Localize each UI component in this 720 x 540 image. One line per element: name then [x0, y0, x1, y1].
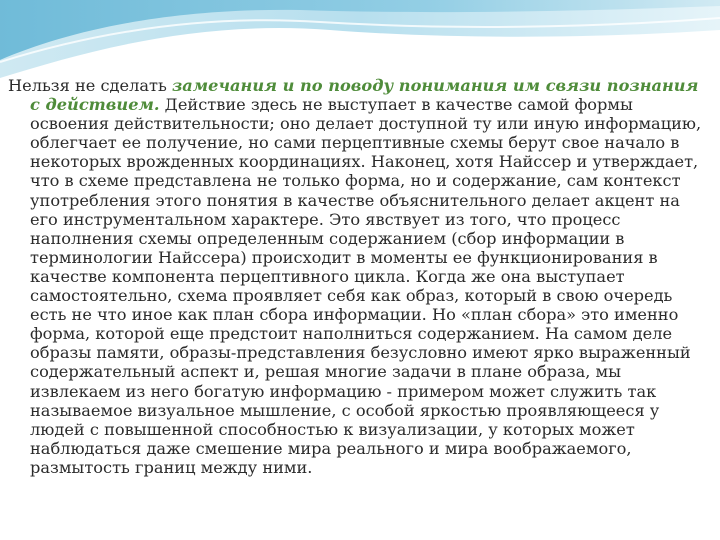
paragraph-body: Действие здесь не выступает в качестве самой формы освоения действительности; оно делает доступной ту или иную информацию, облегчает ее получение, но сами перцептивные схемы берут свое начало в некоторых врожденных координациях. Наконец, хотя Найссер и утверждает, что в схеме представлена не только форма, но и содержание, сам контекст употребления этого понятия в качестве объяснительного делает акцент на его инструментальном характере. Это явствует из того, что процесс наполнения схемы определенным содержанием (сбор информации в терминологии Найссера) происходит в моменты ее функционирования в качестве компонента перцептивного цикла. Когда же она выступает самостоятельно, схема проявляет себя как образ, который в свою очередь есть не что иное как план сбора информации. Но «план сбора» это именно форма, которой еще предстоит наполниться содержанием. На самом деле образы памяти, образы-представления безусловно имеют ярко выраженный содержательный аспект и, решая многие задачи в плане образа, мы извлекаем из него богатую информацию - примером может служить так называемое визуальное мышление, с особой яркостью проявляющееся у людей с повышенной способностью к визуализации, у которых может наблюдаться даже смешение мира реального и мира воображаемого, размытость границ между ними.: [30, 95, 702, 477]
paragraph: [8, 76, 712, 477]
paragraph-lead: Нельзя не сделать: [8, 76, 172, 95]
decorative-wave-banner: [0, 0, 720, 80]
main-text-block: [8, 76, 712, 477]
paragraph-emphasis: замечания и по поводу понимания им связи познания с действием.: [30, 76, 699, 115]
